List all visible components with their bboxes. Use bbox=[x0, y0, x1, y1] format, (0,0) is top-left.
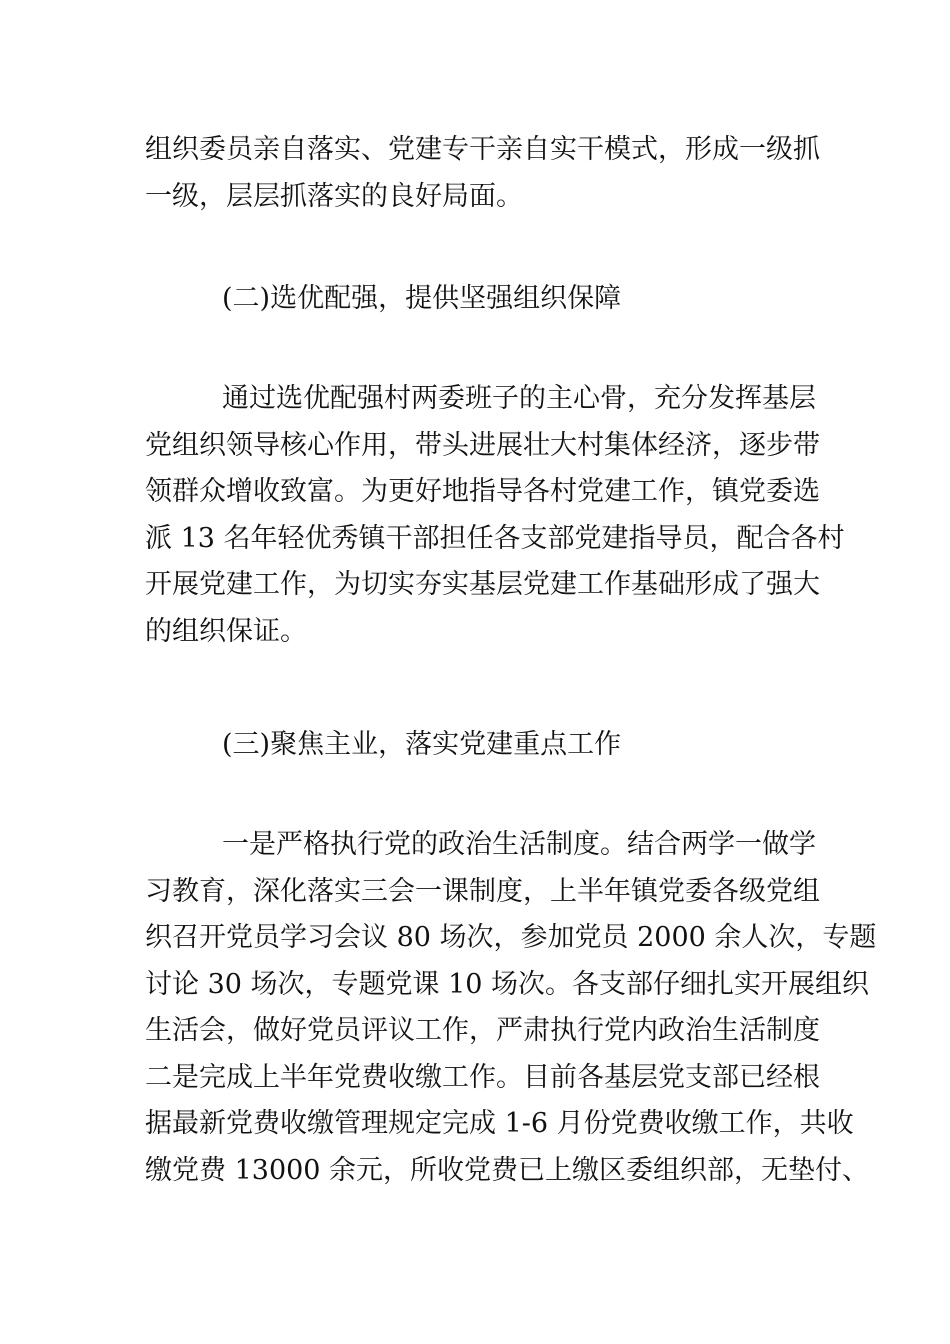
text-line: 开展党建工作，为切实夯实基层党建工作基础形成了强大 bbox=[145, 569, 820, 600]
text-line: 习教育，深化落实三会一课制度，上半年镇党委各级党组 bbox=[145, 875, 820, 907]
text-line: 的组织保证。 bbox=[145, 615, 307, 647]
text-line: 讨论 30 场次，专题党课 10 场次。各支部仔细扎实开展组织 bbox=[145, 968, 870, 1000]
text-line: 一是严格执行党的政治生活制度。结合两学一做学 bbox=[222, 829, 816, 860]
text-line: 二是完成上半年党费收缴工作。目前各基层党支部已经根 bbox=[145, 1061, 820, 1093]
text-line: 织召开党员学习会议 80 场次，参加党员 2000 余人次，专题 bbox=[145, 922, 877, 953]
text-line: 一级，层层抓落实的良好局面。 bbox=[145, 180, 523, 212]
text-line: 领群众增收致富。为更好地指导各村党建工作，镇党委选 bbox=[145, 476, 820, 507]
text-line: 派 13 名年轻优秀镇干部担任各支部党建指导员，配合各村 bbox=[145, 522, 845, 554]
text-line: 据最新党费收缴管理规定完成 1-6 月份党费收缴工作，共收 bbox=[145, 1108, 854, 1139]
text-line: 生活会，做好党员评议工作，严肃执行党内政治生活制度 bbox=[145, 1015, 820, 1046]
text-line: 通过选优配强村两委班子的主心骨，充分发挥基层 bbox=[222, 383, 816, 414]
text-line: 组织委员亲自落实、党建专干亲自实干模式，形成一级抓 bbox=[145, 134, 820, 165]
paragraph-section-2 bbox=[145, 376, 845, 655]
section-heading-2: (二)选优配强，提供坚强组织保障 bbox=[222, 283, 622, 314]
paragraph-section-3 bbox=[145, 822, 877, 1194]
text-line: 缴党费 13000 余元，所收党费已上缴区委组织部，无垫付、 bbox=[145, 1154, 870, 1186]
paragraph-continued bbox=[145, 127, 820, 220]
section-heading-3: (三)聚焦主业，落实党建重点工作 bbox=[222, 729, 622, 760]
text-line: 党组织领导核心作用，带头进展壮大村集体经济，逐步带 bbox=[145, 429, 820, 461]
